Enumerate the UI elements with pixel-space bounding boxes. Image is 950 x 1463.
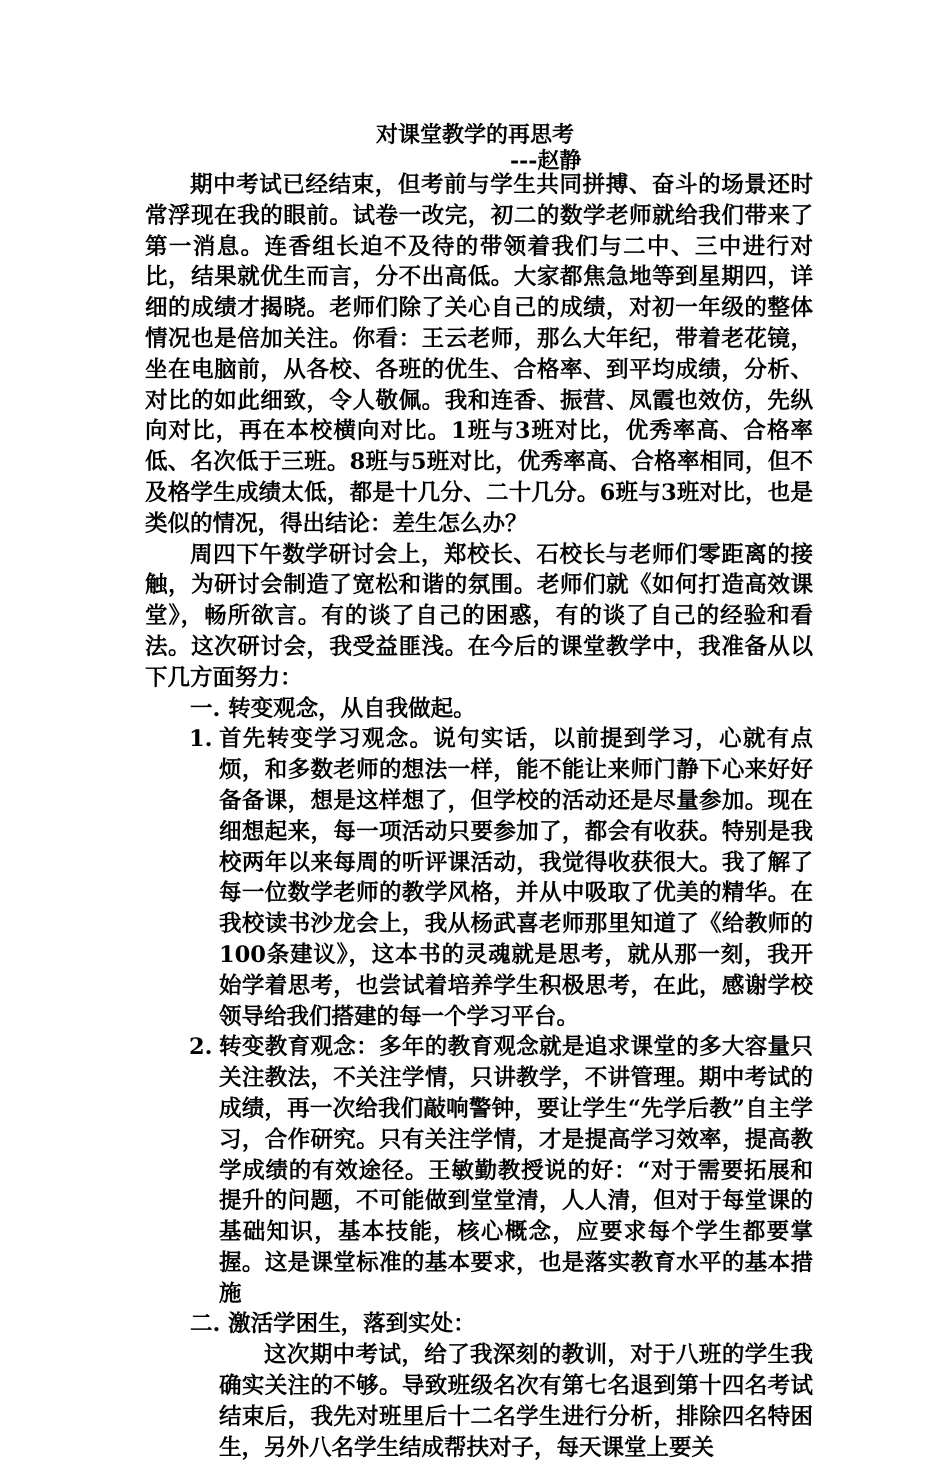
list-item-text: 首先转变学习观念。说句实话，以前提到学习，心就有点烦，和多数老师的想法一样，能不能让来师门静下心来好好备备课，想是这样想了，但学校的活动还是尽量参加。现在细想起来，每一项活动只要参加了，都会有收获。特别是我校两年以来每周的听评课活动，我觉得收获很大。我了解了每一位数学老师的教学风格，并从中吸取了优美的精华。在我校读书沙龙会上，我从杨武喜老师那里知道了《给教师的100条建议》，这本书的灵魂就是思考，就从那一刻，我开始学着思考，也尝试着培养学生积极思考，在此，感谢学校领导给我们搭建的每一个学习平台。	[219, 726, 813, 1030]
list-item-number: 1.	[189, 726, 213, 753]
section-2-heading: 二. 激活学困生，落到实处：	[190, 1311, 476, 1338]
body-paragraph-2: 周四下午数学研讨会上，郑校长、石校长与老师们零距离的接触，为研讨会制造了宽松和谐的氛围。老师们就《如何打造高效课堂》，畅所欲言。有的谈了自己的困惑，有的谈了自己的经验和看法。这次研讨会，我受益匪浅。在今后的课堂教学中，我准备从以下几方面努力：	[145, 541, 813, 691]
section-1-heading: 一. 转变观念，从自我做起。	[190, 695, 476, 722]
document-body	[145, 170, 813, 1463]
document-author: ---赵静	[510, 148, 582, 174]
list-item-text: 转变教育观念：多年的教育观念就是追求课堂的多大容量只关注教法，不关注学情，只讲教学，不讲管理。期中考试的成绩，再一次给我们敲响警钟，要让学生“先学后教”自主学习，合作研究。只有关注学情，才是提高学习效率，提高教学成绩的有效途径。王敏勤教授说的好：“对于需要拓展和提升的问题，不可能做到堂堂清，人人清，但对于每堂课的基础知识，基本技能，核心概念，应要求每个学生都要掌握。这是课堂标准的基本要求，也是落实教育水平的基本措施	[219, 1034, 813, 1307]
document-title: 对课堂教学的再思考	[375, 122, 574, 148]
list-item-1	[145, 724, 813, 1032]
body-paragraph-1: 期中考试已经结束，但考前与学生共同拼搏、奋斗的场景还时常浮现在我的眼前。试卷一改完，初二的数学老师就给我们带来了第一消息。连香组长迫不及待的带领着我们与二中、三中进行对比，结果就优生而言，分不出高低。大家都焦急地等到星期四，详细的成绩才揭晓。老师们除了关心自己的成绩，对初一年级的整体情况也是倍加关注。你看：王云老师，那么大年纪，带着老花镜，坐在电脑前，从各校、各班的优生、合格率、到平均成绩，分析、对比的如此细致，令人敬佩。我和连香、振营、凤霞也效仿，先纵向对比，再在本校横向对比。1班与3班对比，优秀率高、合格率低、名次低于三班。8班与5班对比，优秀率高、合格率相同，但不及格学生成绩太低，都是十几分、二十几分。6班与3班对比，也是类似的情况，得出结论：差生怎么办？	[145, 172, 813, 537]
section-2-paragraph: 这次期中考试，给了我深刻的教训，对于八班的学生我确实关注的不够。导致班级名次有第七名退到第十四名考试结束后，我先对班里后十二名学生进行分析，排除四名特困生，另外八名学生结成帮扶对子，每天课堂上要关	[219, 1342, 813, 1461]
list-item-2	[145, 1032, 813, 1309]
list-item-number: 2.	[189, 1034, 213, 1061]
